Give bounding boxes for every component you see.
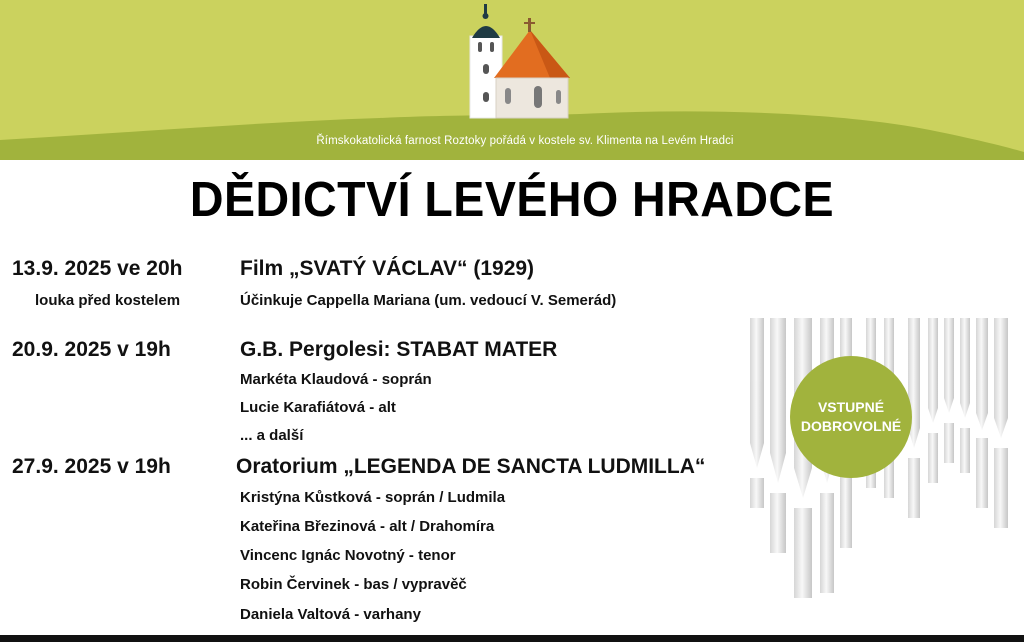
event-3-detail-2: Kateřina Březinová - alt / Drahomíra bbox=[240, 518, 495, 535]
bottom-border bbox=[0, 635, 1024, 642]
event-1-title: Film „SVATÝ VÁCLAV“ (1929) bbox=[240, 257, 535, 280]
event-3-detail-1: Kristýna Kůstková - soprán / Ludmila bbox=[240, 489, 506, 506]
admission-badge bbox=[790, 356, 912, 478]
event-3-date: 27.9. 2025 v 19h bbox=[12, 455, 171, 478]
event-3-detail-3: Vincenc Ignác Novotný - tenor bbox=[240, 547, 456, 564]
event-3-title: Oratorium „LEGENDA DE SANCTA LUDMILLA“ bbox=[236, 455, 706, 478]
event-2-date: 20.9. 2025 v 19h bbox=[12, 338, 171, 361]
event-1-date: 13.9. 2025 ve 20h bbox=[12, 257, 183, 280]
organizer-subtitle: Římskokatolická farnost Roztoky pořádá v kostele sv. Klimenta na Levém Hradci bbox=[316, 135, 734, 147]
event-3-detail-5: Daniela Valtová - varhany bbox=[240, 606, 421, 623]
admission-badge-line1: VSTUPNÉ bbox=[817, 399, 885, 415]
event-2-title: G.B. Pergolesi: STABAT MATER bbox=[240, 338, 558, 361]
event-2-detail-2: Lucie Karafiátová - alt bbox=[240, 399, 396, 416]
admission-badge-line2: DOBROVOLNÉ bbox=[800, 418, 902, 434]
event-3-detail-4: Robin Červinek - bas / vypravěč bbox=[240, 576, 467, 593]
event-1-detail-1: Účinkuje Cappella Mariana (um. vedoucí V. Semerád) bbox=[240, 292, 617, 309]
header-banner bbox=[0, 0, 1024, 160]
event-1-place: louka před kostelem bbox=[35, 292, 181, 309]
event-2-detail-1: Markéta Klaudová - soprán bbox=[240, 371, 432, 388]
page-title: DĚDICTVÍ LEVÉHO HRADCE bbox=[189, 173, 835, 227]
event-2-detail-3: ... a další bbox=[240, 427, 304, 444]
